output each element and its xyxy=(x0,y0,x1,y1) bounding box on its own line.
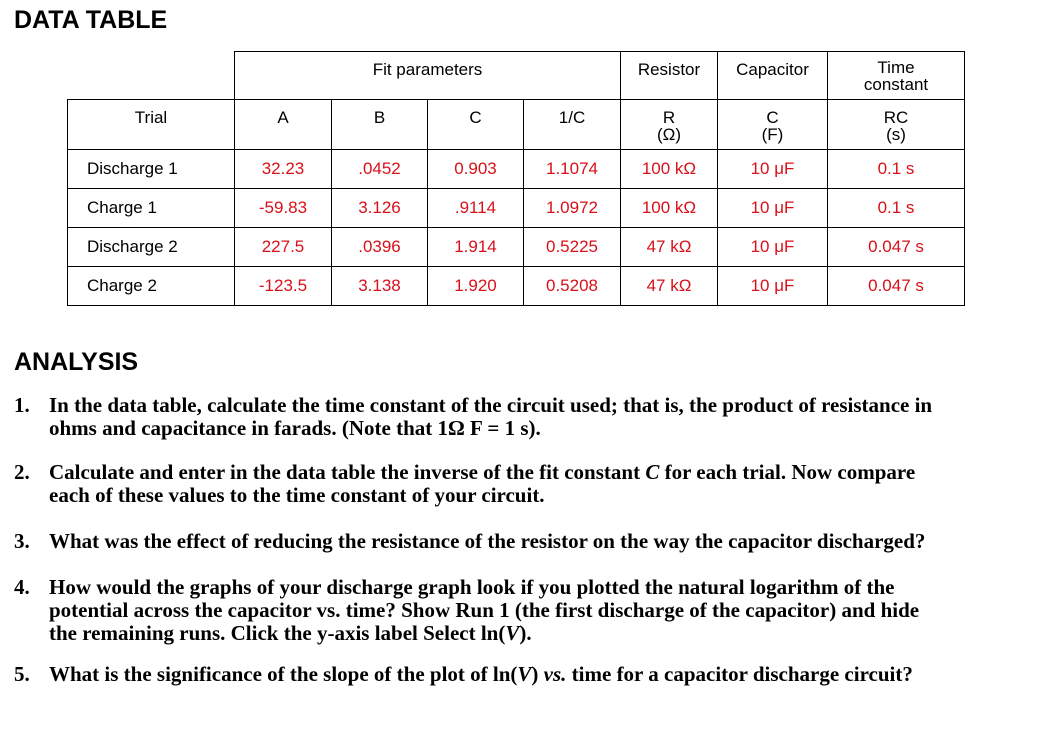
column-header-row xyxy=(68,100,965,150)
capacitance-column-header xyxy=(718,100,828,150)
question-line: What was the effect of reducing the resistance of the resistor on the way the capacitor discharged? xyxy=(49,529,926,553)
inverse-c-value: 0.5225 xyxy=(524,228,621,267)
question-line: potential across the capacitor vs. time? Show Run 1 (the first discharge of the capacitor) and hide xyxy=(49,598,920,622)
question-number: 2. xyxy=(14,460,30,484)
question-item xyxy=(14,530,1029,553)
capacitance-value: 10 μF xyxy=(718,150,828,189)
table-row xyxy=(68,189,965,228)
question-text xyxy=(49,576,1029,645)
question-text xyxy=(49,461,1029,507)
time-constant-header xyxy=(828,52,965,100)
question-text xyxy=(49,530,1029,553)
trial-name: Charge 2 xyxy=(68,267,235,306)
trial-name: Discharge 2 xyxy=(68,228,235,267)
resistance-symbol: R xyxy=(662,108,676,127)
fit-a-value: -123.5 xyxy=(235,267,332,306)
question-line-part: What is the significance of the slope of the plot of ln( xyxy=(49,662,518,686)
time-constant-value: 0.1 s xyxy=(828,189,965,228)
time-constant-value: 0.047 s xyxy=(828,267,965,306)
trial-name: Charge 1 xyxy=(68,189,235,228)
time-constant-label-line1: Time xyxy=(877,58,915,77)
capacitance-value: 10 μF xyxy=(718,228,828,267)
resistance-value: 47 kΩ xyxy=(621,228,718,267)
question-number: 3. xyxy=(14,529,30,553)
fit-a-value: 32.23 xyxy=(235,150,332,189)
question-line-part: for each trial. Now compare xyxy=(659,460,916,484)
resistance-value: 100 kΩ xyxy=(621,150,718,189)
trial-column-header: Trial xyxy=(68,100,235,150)
question-line-part: the remaining runs. Click the y-axis label Select ln( xyxy=(49,621,506,645)
fit-c-value: 0.903 xyxy=(428,150,524,189)
table-row xyxy=(68,228,965,267)
fit-c-value: 1.914 xyxy=(428,228,524,267)
inverse-c-value: 1.0972 xyxy=(524,189,621,228)
rc-column-header xyxy=(828,100,965,150)
fit-c-value: .9114 xyxy=(428,189,524,228)
inverse-c-column-header: 1/C xyxy=(524,100,621,150)
resistance-value: 47 kΩ xyxy=(621,267,718,306)
capacitor-header: Capacitor xyxy=(718,52,828,100)
rc-symbol: RC xyxy=(883,108,909,127)
resistor-header: Resistor xyxy=(621,52,718,100)
table-row xyxy=(68,267,965,306)
question-item xyxy=(14,461,1029,507)
voltage-symbol: V xyxy=(505,621,520,645)
fit-a-value: -59.83 xyxy=(235,189,332,228)
fit-constant-symbol: C xyxy=(645,460,660,484)
capacitance-symbol: C xyxy=(766,108,779,127)
question-number: 5. xyxy=(14,662,30,686)
capacitance-unit: (F) xyxy=(761,125,784,144)
data-table xyxy=(67,51,965,306)
versus-word: vs. xyxy=(543,662,567,686)
group-header-row xyxy=(68,52,965,100)
a-column-header: A xyxy=(235,100,332,150)
resistance-column-header xyxy=(621,100,718,150)
question-text xyxy=(49,394,1029,440)
question-number: 4. xyxy=(14,575,30,599)
b-column-header: B xyxy=(332,100,428,150)
question-item xyxy=(14,394,1029,440)
question-line: How would the graphs of your discharge graph look if you plotted the natural logarithm of the xyxy=(49,575,895,599)
voltage-symbol: V xyxy=(517,662,532,686)
resistance-value: 100 kΩ xyxy=(621,189,718,228)
fit-a-value: 227.5 xyxy=(235,228,332,267)
table-row xyxy=(68,150,965,189)
time-constant-value: 0.047 s xyxy=(828,228,965,267)
analysis-heading: ANALYSIS xyxy=(14,348,139,376)
empty-corner xyxy=(68,52,235,100)
question-line: In the data table, calculate the time constant of the circuit used; that is, the product of resistance in xyxy=(49,393,933,417)
c-column-header: C xyxy=(428,100,524,150)
fit-b-value: .0452 xyxy=(332,150,428,189)
question-item xyxy=(14,663,1029,686)
question-line-part: ) xyxy=(531,662,544,686)
question-line-part: ). xyxy=(519,621,532,645)
fit-b-value: 3.126 xyxy=(332,189,428,228)
question-number: 1. xyxy=(14,393,30,417)
question-item xyxy=(14,576,1029,645)
data-table-heading: DATA TABLE xyxy=(14,6,168,34)
question-text xyxy=(49,663,1029,686)
fit-b-value: .0396 xyxy=(332,228,428,267)
fit-c-value: 1.920 xyxy=(428,267,524,306)
inverse-c-value: 0.5208 xyxy=(524,267,621,306)
capacitance-value: 10 μF xyxy=(718,267,828,306)
trial-name: Discharge 1 xyxy=(68,150,235,189)
fit-parameters-header: Fit parameters xyxy=(235,52,621,100)
question-line: each of these values to the time constant of your circuit. xyxy=(49,483,545,507)
inverse-c-value: 1.1074 xyxy=(524,150,621,189)
question-line: ohms and capacitance in farads. (Note that 1Ω F = 1 s). xyxy=(49,416,541,440)
time-constant-label-line2: constant xyxy=(863,75,929,94)
capacitance-value: 10 μF xyxy=(718,189,828,228)
time-constant-value: 0.1 s xyxy=(828,150,965,189)
question-line-part: Calculate and enter in the data table the inverse of the fit constant xyxy=(49,460,646,484)
rc-unit: (s) xyxy=(886,125,906,144)
fit-b-value: 3.138 xyxy=(332,267,428,306)
question-line-part: time for a capacitor discharge circuit? xyxy=(566,662,913,686)
resistance-unit: (Ω) xyxy=(656,125,682,144)
